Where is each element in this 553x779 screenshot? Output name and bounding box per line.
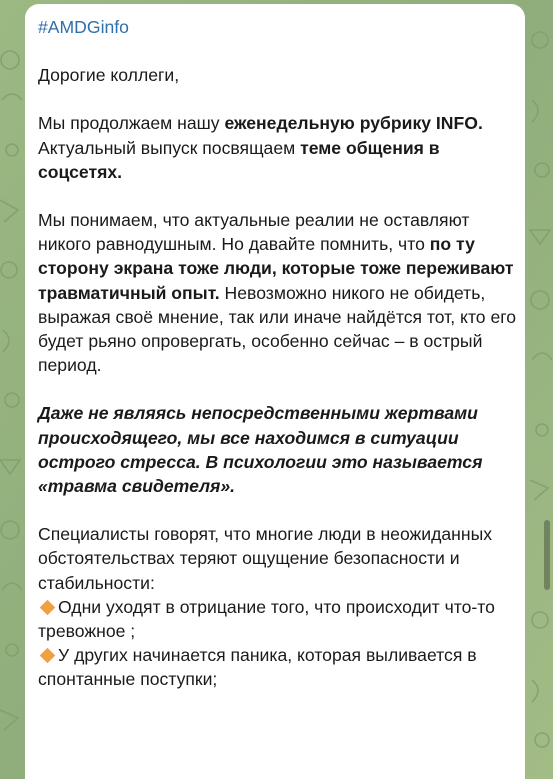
list-item xyxy=(38,595,525,643)
quote-paragraph: Даже не являясь непосредственными жертвами происходящего, мы все находимся в ситуации острого стресса. В психологии это называется «травма свидетеля». xyxy=(38,403,483,497)
intro-text-1: Мы продолжаем нашу xyxy=(38,113,225,134)
orange-diamond-icon xyxy=(40,648,56,664)
scrollbar-thumb[interactable] xyxy=(544,520,550,590)
greeting-text: Дорогие коллеги, xyxy=(38,65,180,86)
context-text-2: Невозможно никого не обидеть, выражая своё мнение, так или иначе найдётся тот, кто его будет рьяно опровергать, особенно сейчас – в острый период. xyxy=(38,282,517,376)
context-bold: по ту сторону экрана тоже люди, которые тоже переживают травматичный опыт. xyxy=(38,234,514,303)
context-text-1: Мы понимаем, что актуальные реалии не оставляют никого равнодушным. Но давайте помнить, что xyxy=(38,210,470,255)
orange-diamond-icon xyxy=(40,599,56,615)
intro-bold-2: теме общения в соцсетях. xyxy=(38,137,440,182)
hashtag-link[interactable]: #AMDGinfo xyxy=(38,17,129,37)
intro-text-2: Актуальный выпуск посвящаем xyxy=(38,137,301,158)
intro-bold-1: еженедельную рубрику INFO. xyxy=(224,113,483,134)
context-paragraph xyxy=(38,208,525,377)
specialists-paragraph: Специалисты говорят, что многие люди в неожиданных обстоятельствах теряют ощущение безопасности и стабильности: xyxy=(38,524,493,593)
list-item xyxy=(38,643,525,691)
intro-paragraph xyxy=(38,111,525,184)
message-bubble xyxy=(25,4,525,779)
list-item-text: Одни уходят в отрицание того, что происходит что-то тревожное ; xyxy=(38,596,495,642)
list-item-text: У других начинается паника, которая выливается в спонтанные поступки; xyxy=(38,645,477,690)
